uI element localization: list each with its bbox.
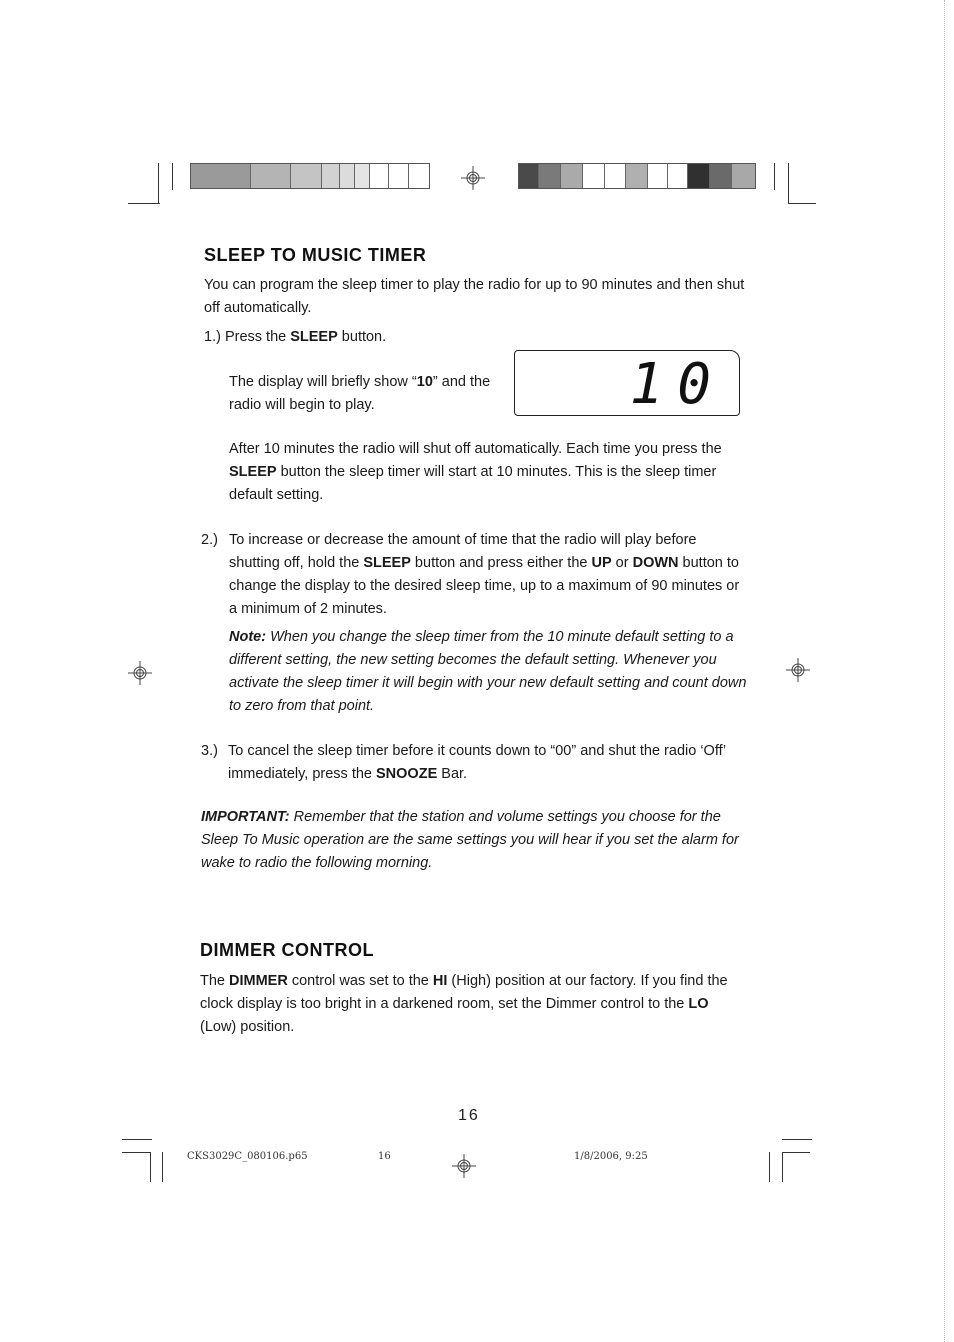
- display-text-b: ” and the radio will begin to play.: [229, 374, 491, 413]
- display-text-a: The display will briefly show “: [229, 374, 417, 390]
- after-text-b: button the sleep timer will start at 10 minutes. This is the sleep timer default setting.: [229, 464, 717, 503]
- step-2-bold-2: UP: [591, 555, 612, 571]
- important-label: IMPORTANT:: [201, 809, 290, 825]
- step-3: [228, 740, 749, 786]
- sleep-intro-paragraph: [204, 274, 749, 320]
- step-3-text-a: To cancel the sleep timer before it counts down to “00” and shut the radio ‘Off’ immediately, press the: [228, 743, 726, 782]
- dimmer-text-b: control was set to the: [287, 973, 433, 989]
- color-calibration-bar: [190, 163, 430, 189]
- step-1-suffix: button.: [337, 329, 387, 345]
- footer-filename: CKS3029C_080106.p65: [187, 1151, 308, 1162]
- lcd-display-illustration: [514, 350, 740, 416]
- note-text: When you change the sleep timer from the 10 minute default setting to a different setting, the new setting becomes the default setting. Whenever you activate the sleep timer it will begin with your new default setting and count down to zero from that point.: [229, 629, 747, 714]
- crop-mark: [162, 1152, 163, 1182]
- step-2-number: 2.): [201, 532, 218, 548]
- step-2-bold-1: SLEEP: [363, 555, 411, 571]
- step-1: [204, 326, 704, 349]
- registration-target-icon: [461, 166, 485, 190]
- sleep-intro-text: You can program the sleep timer to play the radio for up to 90 minutes and then shut off automatically.: [204, 277, 745, 316]
- step-2: [229, 529, 749, 621]
- dimmer-bold-2: HI: [432, 973, 448, 989]
- after-text-a: After 10 minutes the radio will shut off automatically. Each time you press the: [229, 441, 722, 457]
- step-1-prefix: 1.) Press the: [204, 329, 291, 345]
- step-3-bold: SNOOZE: [376, 766, 438, 782]
- dimmer-paragraph: [200, 970, 748, 1039]
- note-label: Note:: [229, 629, 267, 645]
- step-2-bold-3: DOWN: [632, 555, 679, 571]
- crop-mark: [788, 163, 789, 203]
- step-2-text-d: button to change the display to the desired sleep time, up to a maximum of 90 minutes or a minimum of 2 minutes.: [229, 555, 740, 617]
- after-paragraph: [229, 438, 749, 507]
- step-3-number: 3.): [201, 743, 218, 759]
- page-number: 16: [458, 1107, 480, 1124]
- display-text-bold: 10: [416, 374, 433, 390]
- crop-mark: [150, 1152, 151, 1182]
- registration-target-icon: [786, 658, 810, 682]
- color-calibration-bar: [518, 163, 756, 189]
- crop-mark: [782, 1152, 783, 1182]
- lcd-value: 10: [629, 352, 725, 417]
- step-2-text-c: or: [611, 555, 633, 571]
- crop-mark: [782, 1152, 810, 1153]
- crop-mark: [128, 203, 160, 204]
- crop-mark: [769, 1152, 770, 1182]
- section-title-dimmer: DIMMER CONTROL: [200, 940, 374, 960]
- note-paragraph: [229, 626, 749, 718]
- registration-target-icon: [128, 661, 152, 685]
- dimmer-text-d: (Low) position.: [200, 1019, 295, 1035]
- crop-mark: [158, 163, 159, 203]
- important-text: Remember that the station and volume settings you choose for the Sleep To Music operation are the same settings you will hear if you set the alarm for wake to radio the following morning.: [201, 809, 739, 871]
- after-text-bold: SLEEP: [229, 464, 277, 480]
- footer-date: 1/8/2006, 9:25: [574, 1151, 648, 1162]
- dimmer-bold-3: LO: [688, 996, 709, 1012]
- step-2-text-b: button and press either the: [410, 555, 592, 571]
- footer-page: 16: [378, 1151, 391, 1162]
- step-3-text-b: Bar.: [437, 766, 468, 782]
- step-2-text-a: To increase or decrease the amount of time that the radio will play before shutting off, hold the: [229, 532, 697, 571]
- dimmer-text-a: The: [200, 973, 230, 989]
- display-description: [229, 371, 509, 417]
- crop-mark: [122, 1152, 150, 1153]
- crop-mark: [788, 203, 816, 204]
- registration-target-icon: [452, 1154, 476, 1178]
- dimmer-bold-1: DIMMER: [229, 973, 288, 989]
- important-paragraph: [201, 806, 749, 875]
- crop-mark: [122, 1139, 152, 1140]
- section-title-sleep: SLEEP TO MUSIC TIMER: [204, 245, 427, 265]
- crop-mark: [774, 163, 775, 190]
- crop-mark: [172, 163, 173, 190]
- crop-mark: [782, 1139, 812, 1140]
- dimmer-text-c: (High) position at our factory. If you find the clock display is too bright in a darkened room, set the Dimmer control to the: [200, 973, 728, 1012]
- scan-edge: [944, 0, 945, 1342]
- step-1-bold: SLEEP: [290, 329, 338, 345]
